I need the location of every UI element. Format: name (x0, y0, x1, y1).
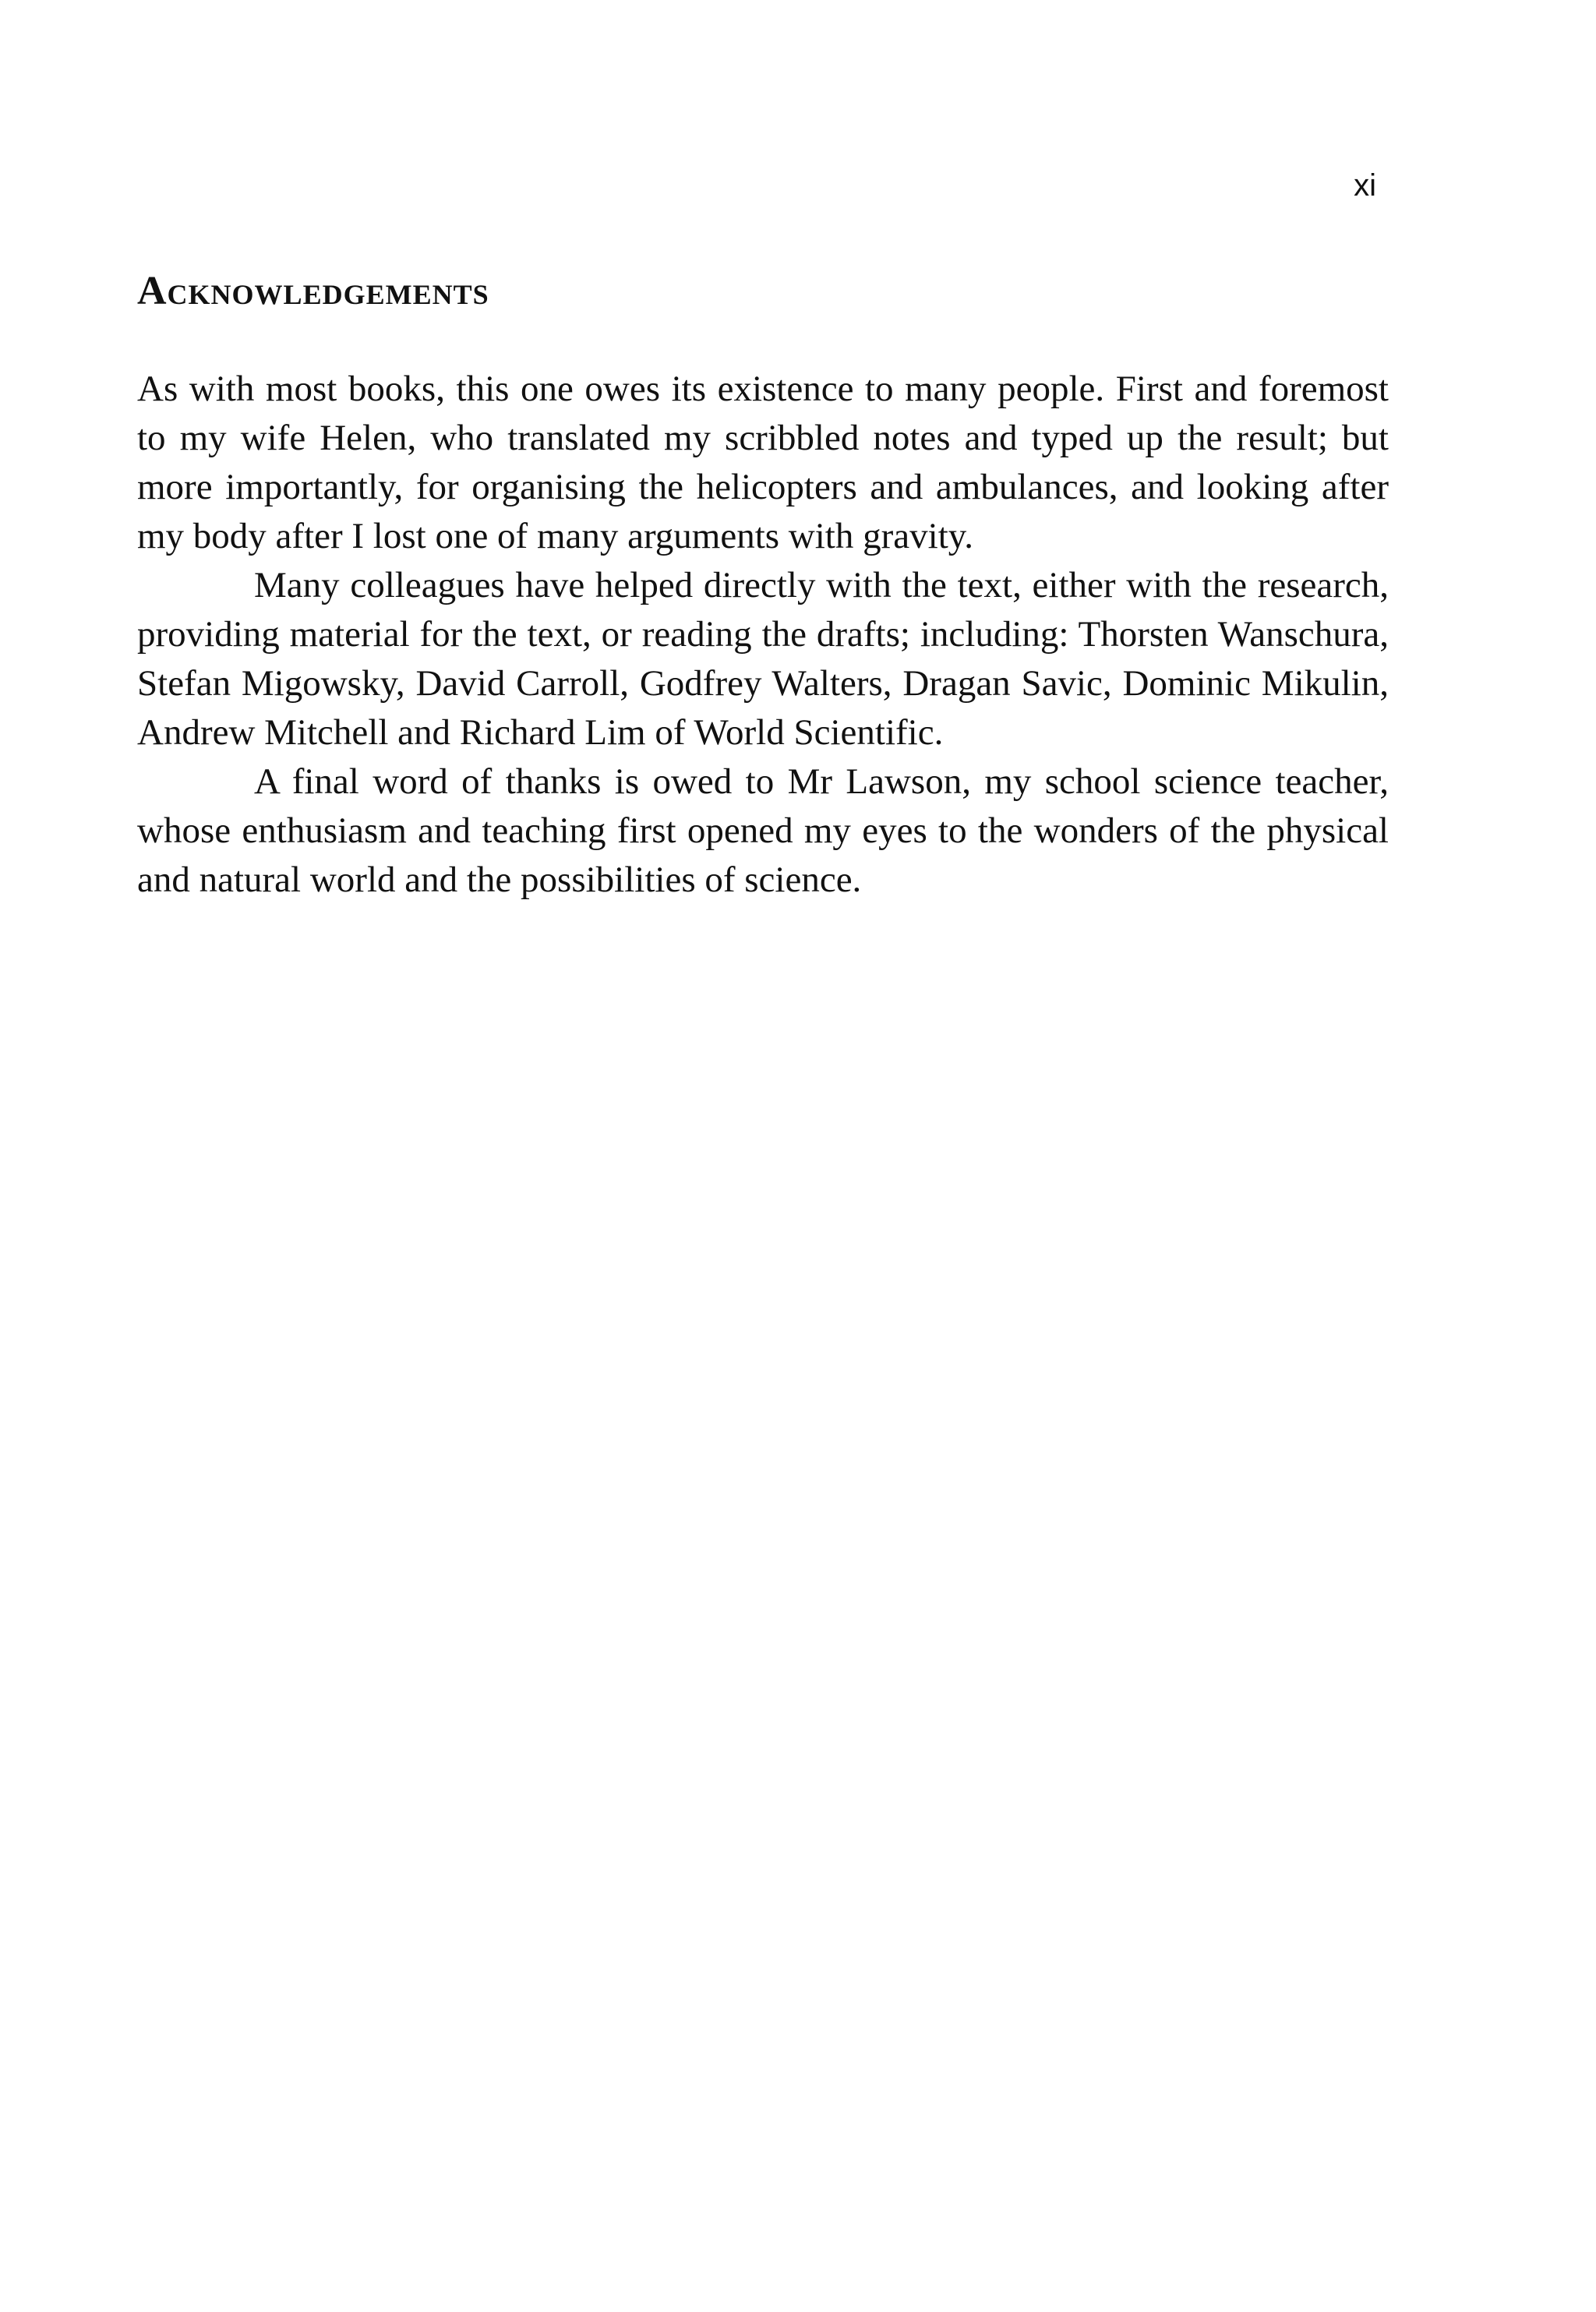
section-title: Acknowledgements (137, 269, 489, 313)
paragraph-2: Many colleagues have helped directly with the text, either with the research, providing material for the text, or reading the drafts; including: Thorsten Wanschura, Stefan Migowsky, David Carroll, Godfrey Walters, Dragan Savic, Dominic Mikulin, Andrew Mitchell and Richard Lim of World Scientific. (137, 565, 1389, 753)
paragraph-3: A final word of thanks is owed to Mr Lawson, my school science teacher, whose enthusiasm and teaching first opened my eyes to the wonders of the physical and natural world and the possibilities of science. (137, 761, 1389, 900)
acknowledgements-section (137, 271, 1389, 905)
paragraph-1: As with most books, this one owes its existence to many people. First and foremost to my wife Helen, who translated my scribbled notes and typed up the result; but more importantly, for organising the helicopters and ambulances, and looking after my body after I lost one of many arguments with gravity. (137, 369, 1389, 556)
page-number: xi (1354, 168, 1376, 203)
